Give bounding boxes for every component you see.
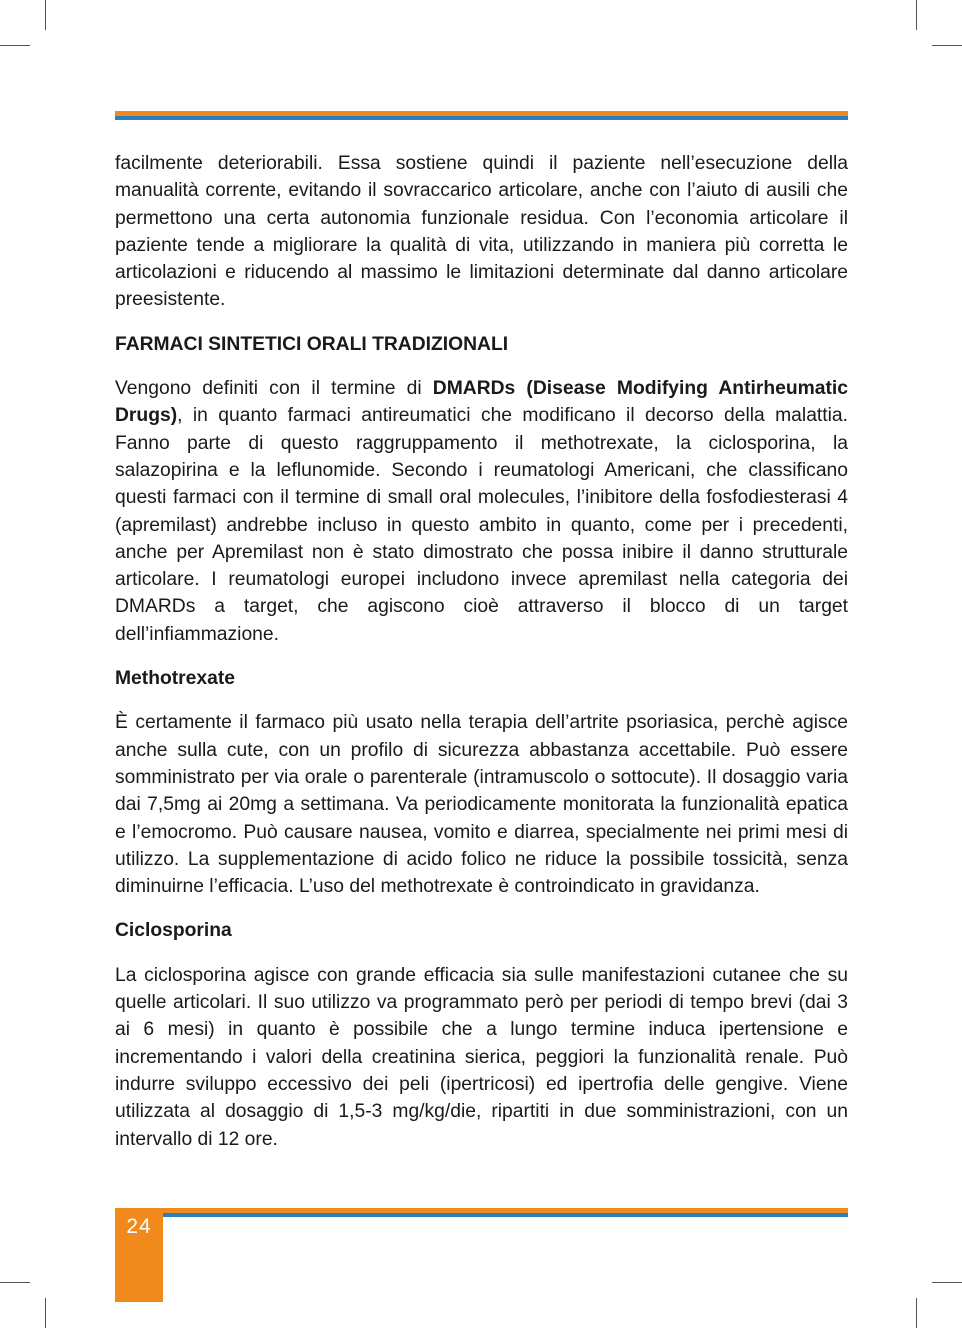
paragraph-ciclosporina: La ciclosporina agisce con grande efficacia sia sulle manifestazioni cutanee che su quelle articolari. Il suo utilizzo va programmato però per periodi di tempo brevi (dai 3 ai 6 mesi) in quanto è possibile che a lungo termine induca ipertensione e incrementando i valori della creatinina sierica, peggiori la funzionalità renale. Può indurre sviluppo eccessivo dei peli (ipertricosi) ed ipertrofia delle gengive. Viene utilizzata al dosaggio di 1,5-3 mg/kg/die, ripartiti in due somministrazioni, con un intervallo di 12 ore.: [115, 964, 848, 1150]
footer-rule: [163, 1208, 848, 1217]
subheading-methotrexate: Methotrexate: [115, 668, 235, 690]
header-rule: [115, 111, 848, 120]
crop-mark: [45, 0, 46, 30]
subheading-ciclosporina: Ciclosporina: [115, 920, 232, 942]
paragraph-dmards-intro: Vengono definiti con il termine di: [115, 378, 433, 400]
page-content: [115, 150, 848, 1153]
crop-mark: [932, 45, 962, 46]
crop-mark: [45, 1298, 46, 1328]
crop-mark: [916, 0, 917, 30]
paragraph-dmards-rest: , in quanto farmaci antireumatici che modificano il decorso della malattia. Fanno parte di questo raggruppamento il methotrexate, la ciclosporina, la salazopirina e la leflunomide. Secondo i reumatologi Americani, che classificano questi farmaci con il termine di small oral molecules, l’inibitore della fosfodiesterasi 4 (apremilast) andrebbe incluso in questo ambito in quanto, come per i precedenti, anche per Apremilast non è stato dimostrato che possa inibire il danno strutturale articolare. I reumatologi europei includono invece apremilast nella categoria dei DMARDs a target, che agiscono cioè attraverso il blocco di un target dell’infiammazione.: [115, 405, 848, 645]
paragraph-economia-articolare: facilmente deteriorabili. Essa sostiene quindi il paziente nell’esecuzione della manualità corrente, evitando il sovraccarico articolare, anche con l’aiuto di ausili che permettono una certa autonomia funzionale residua. Con l’economia articolare il paziente tende a migliorare la qualità di vita, utilizzando in maniera più corretta le articolazioni e riducendo al massimo le limitazioni determinate dal danno articolare preesistente.: [115, 153, 848, 311]
paragraph-dmards: [115, 375, 848, 648]
paragraph-methotrexate: È certamente il farmaco più usato nella terapia dell’artrite psoriasica, perchè agisce anche sulla cute, con un profilo di sicurezza abbastanza accettabile. Può essere somministrato per via orale o parenterale (intramuscolo o sottocute). Il dosaggio varia dai 7,5mg ai 20mg a settimana. Va periodicamente monitorata la funzionalità epatica e l’emocromo. Può causare nausea, vomito e diarrea, specialmente nei primi mesi di utilizzo. La supplementazione di acido folico ne riduce la possibile tossicità, senza diminuirne l’efficacia. L’uso del methotrexate è controindicato in gravidanza.: [115, 712, 848, 898]
dmards-term: DMARDs (Disease Modifying Antirheumatic Drugs): [115, 378, 848, 427]
crop-mark: [932, 1282, 962, 1283]
page-number: 24: [115, 1208, 163, 1302]
crop-mark: [916, 1298, 917, 1328]
section-heading-farmaci: FARMACI SINTETICI ORALI TRADIZIONALI: [115, 333, 509, 355]
crop-mark: [0, 1282, 30, 1283]
crop-mark: [0, 45, 30, 46]
